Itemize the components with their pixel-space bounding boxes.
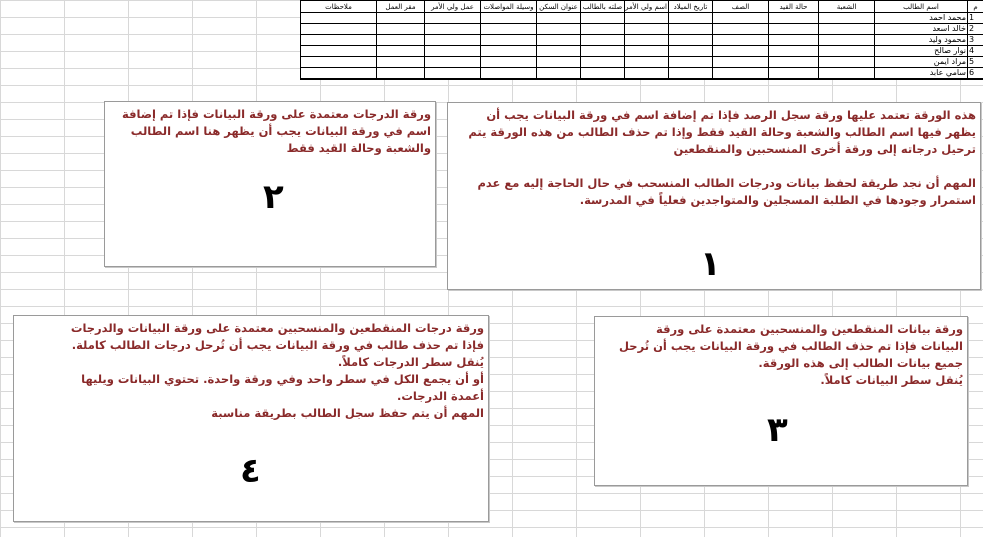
table-cell[interactable] xyxy=(713,13,769,24)
table-cell[interactable] xyxy=(425,24,481,35)
table-cell[interactable] xyxy=(625,24,669,35)
note-4-text: ورقة درجات المنقطعين والمنسحبين معتمدة على ورقة البيانات والدرجات فإذا تم حذف طالب في ورقة البيانات يجب أن تُرحل درجات الطالب كاملة. يُنقل سطر الدرجات كاملاً. أو أن يجمع الكل في سطر واحد وفي ورقة واحدة. تحتوي البيانات ويليها أعمدة الدرجات. المهم أن يتم حفظ سجل الطالب بطريقة مناسبة xyxy=(70,321,484,420)
student-name-cell[interactable]: مراد ايمن xyxy=(875,57,968,68)
note-box-3[interactable] xyxy=(594,316,968,486)
table-cell[interactable] xyxy=(819,24,875,35)
table-row xyxy=(301,57,983,68)
note-box-4[interactable] xyxy=(13,315,489,522)
table-cell[interactable] xyxy=(425,13,481,24)
table-cell[interactable] xyxy=(581,24,625,35)
table-cell[interactable] xyxy=(819,46,875,57)
table-cell[interactable] xyxy=(769,13,819,24)
table-cell[interactable] xyxy=(713,46,769,57)
header-cell-relation[interactable]: صلته بالطالب xyxy=(581,1,625,13)
table-cell[interactable] xyxy=(537,57,581,68)
table-cell[interactable] xyxy=(377,46,425,57)
table-cell[interactable] xyxy=(425,57,481,68)
table-cell[interactable] xyxy=(481,35,537,46)
table-cell[interactable] xyxy=(625,46,669,57)
table-cell[interactable] xyxy=(301,57,377,68)
table-cell[interactable] xyxy=(625,57,669,68)
row-number-cell[interactable]: 2 xyxy=(968,24,983,35)
table-cell[interactable] xyxy=(301,13,377,24)
table-row xyxy=(301,24,983,35)
note-1-number: ١ xyxy=(700,244,721,284)
table-cell[interactable] xyxy=(377,24,425,35)
student-name-cell[interactable]: محمود وليد xyxy=(875,35,968,46)
note-3-number: ٣ xyxy=(767,410,788,450)
table-cell[interactable] xyxy=(713,68,769,80)
table-cell[interactable] xyxy=(625,35,669,46)
header-cell-address[interactable]: عنوان السكن xyxy=(537,1,581,13)
table-cell[interactable] xyxy=(581,57,625,68)
table-cell[interactable] xyxy=(669,46,713,57)
table-cell[interactable] xyxy=(581,68,625,80)
table-cell[interactable] xyxy=(537,24,581,35)
header-cell-birthdate[interactable]: تاريخ الميلاد xyxy=(669,1,713,13)
header-cell-number[interactable]: م xyxy=(968,1,983,13)
table-cell[interactable] xyxy=(713,57,769,68)
note-4-number: ٤ xyxy=(240,451,261,491)
note-box-1[interactable] xyxy=(447,102,981,290)
table-cell[interactable] xyxy=(537,13,581,24)
table-cell[interactable] xyxy=(669,35,713,46)
table-cell[interactable] xyxy=(769,68,819,80)
table-cell[interactable] xyxy=(625,68,669,80)
table-row xyxy=(301,35,983,46)
table-cell[interactable] xyxy=(481,13,537,24)
row-number-cell[interactable]: 5 xyxy=(968,57,983,68)
table-cell[interactable] xyxy=(769,35,819,46)
table-cell[interactable] xyxy=(669,57,713,68)
table-cell[interactable] xyxy=(669,68,713,80)
table-cell[interactable] xyxy=(819,68,875,80)
note-3-text: ورقة بيانات المنقطعين والمنسحبين معتمدة على ورقة البيانات فإذا تم حذف الطالب في ورقة البيانات يجب أن تُرحل جميع بيانات الطالب إلى هذه الورقة. يُنقل سطر البيانات كاملاً. xyxy=(619,322,963,387)
table-cell[interactable] xyxy=(301,24,377,35)
student-name-cell[interactable]: نوار صالح xyxy=(875,46,968,57)
student-name-cell[interactable]: خالد اسعد xyxy=(875,24,968,35)
table-cell[interactable] xyxy=(377,57,425,68)
table-cell[interactable] xyxy=(713,24,769,35)
table-cell[interactable] xyxy=(669,13,713,24)
table-cell[interactable] xyxy=(769,24,819,35)
note-2-number: ٢ xyxy=(263,177,284,217)
table-cell[interactable] xyxy=(425,68,481,80)
table-cell[interactable] xyxy=(581,13,625,24)
table-cell[interactable] xyxy=(377,35,425,46)
table-cell[interactable] xyxy=(537,46,581,57)
header-cell-guardian-name[interactable]: اسم ولي الأمر xyxy=(625,2,667,11)
table-cell[interactable] xyxy=(481,68,537,80)
note-1-text: هذه الورقة تعتمد عليها ورقة سجل الرصد فإذا تم إضافة اسم في ورقة البيانات يجب أن يظهر فيها اسم الطالب والشعبة وحالة القيد فقط وإذا تم حذف الطالب من هذه الورقة يتم ترحيل درجاته إلى ورقة أخرى المنسحبين والمنقطعين المهم أن نجد طريقة لحفظ بيانات ودرجات الطالب المنسحب في حال الحاجة إليه مع عدم استمرار وجودها في الطلبة المسجلين والمتواجدين فعلياً في المدرسة. xyxy=(468,108,976,207)
student-data-table xyxy=(300,0,983,80)
table-cell[interactable] xyxy=(481,57,537,68)
table-row xyxy=(301,68,983,80)
note-box-2[interactable] xyxy=(104,101,436,267)
table-cell[interactable] xyxy=(769,46,819,57)
table-cell[interactable] xyxy=(377,68,425,80)
table-cell[interactable] xyxy=(377,13,425,24)
header-cell-notes[interactable]: ملاحظات xyxy=(301,1,377,13)
header-cell-workplace[interactable]: مقر العمل xyxy=(377,1,425,13)
table-cell[interactable] xyxy=(301,68,377,80)
table-cell[interactable] xyxy=(425,35,481,46)
row-number-cell[interactable]: 1 xyxy=(968,13,983,24)
header-cell-grade[interactable]: الصف xyxy=(713,1,769,13)
header-cell-transport[interactable]: وسيلة المواصلات xyxy=(481,1,537,13)
table-cell[interactable] xyxy=(537,68,581,80)
table-cell[interactable] xyxy=(301,35,377,46)
header-cell-section[interactable]: الشعبة xyxy=(819,1,875,13)
header-cell-student-name[interactable]: اسم الطالب xyxy=(875,1,968,13)
table-cell[interactable] xyxy=(669,24,713,35)
row-number-cell[interactable]: 6 xyxy=(968,68,983,80)
table-cell[interactable] xyxy=(301,46,377,57)
student-name-cell[interactable]: محمد احمد xyxy=(875,13,968,24)
row-number-cell[interactable]: 3 xyxy=(968,35,983,46)
table-cell[interactable] xyxy=(581,35,625,46)
table-row xyxy=(301,13,983,24)
table-row xyxy=(301,46,983,57)
table-cell[interactable] xyxy=(713,35,769,46)
table-cell[interactable] xyxy=(481,46,537,57)
student-name-cell[interactable]: سامي عابد xyxy=(875,68,968,80)
table-cell[interactable] xyxy=(625,13,669,24)
header-row xyxy=(301,1,983,13)
header-cell-status[interactable]: حالة القيد xyxy=(769,1,819,13)
table-cell[interactable] xyxy=(819,35,875,46)
table-cell[interactable] xyxy=(769,57,819,68)
table-cell[interactable] xyxy=(425,46,481,57)
note-2-text: ورقة الدرجات معتمدة على ورقة البيانات فإذا تم إضافة اسم في ورقة البيانات يجب أن يظهر هنا اسم الطالب والشعبة وحالة القيد فقط xyxy=(122,107,431,155)
table-cell[interactable] xyxy=(819,13,875,24)
table-cell[interactable] xyxy=(581,46,625,57)
table-cell[interactable] xyxy=(481,24,537,35)
row-number-cell[interactable]: 4 xyxy=(968,46,983,57)
header-cell-guardian-job[interactable]: عمل ولي الأمر xyxy=(425,1,481,13)
table-cell[interactable] xyxy=(537,35,581,46)
table-cell[interactable] xyxy=(819,57,875,68)
